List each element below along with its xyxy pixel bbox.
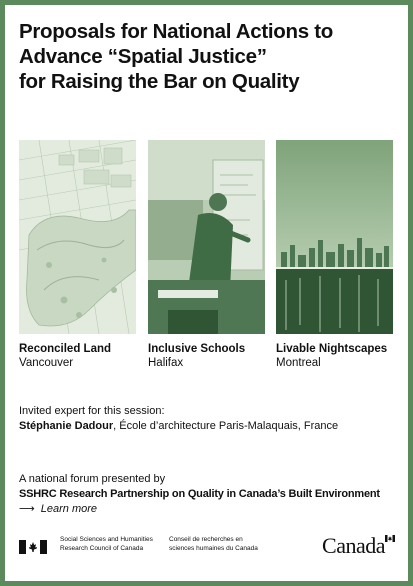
panel-caption-inclusive-schools: Inclusive Schools Halifax — [148, 343, 246, 369]
canada-wordmark: Canada — [322, 533, 385, 558]
panel-caption-reconciled-land: Reconciled Land Vancouver — [19, 343, 112, 369]
learn-more-link[interactable]: Learn more — [40, 503, 98, 515]
reconciled-land-image — [19, 140, 136, 334]
forum-info — [19, 472, 404, 517]
panel-caption-livable-nightscapes: Livable Nightscapes Montreal — [276, 343, 388, 369]
partnership-name: SSHRC Research Partnership on Quality in Canada’s Built Environment — [19, 488, 380, 500]
invited-expert — [19, 404, 399, 434]
sshrc-name-en: Social Sciences and Humanities Research Council of Canada — [60, 536, 153, 552]
livable-nightscapes-image — [276, 140, 393, 334]
sshrc-name-fr: Conseil de recherches en sciences humaines du Canada — [169, 536, 258, 552]
invited-expert-label: Invited expert for this session: — [19, 405, 165, 417]
inclusive-schools-image — [148, 140, 265, 334]
arrow-right-icon: ⟶ — [19, 503, 35, 515]
wordmark-flag-icon — [385, 535, 395, 542]
poster — [5, 5, 408, 581]
expert-name: Stéphanie Dadour — [19, 420, 114, 432]
expert-affiliation: , École d’architecture Paris-Malaquais, France — [113, 420, 339, 432]
footer — [19, 535, 399, 563]
forum-intro: A national forum presented by — [19, 473, 166, 485]
canada-flag-icon — [19, 540, 47, 554]
poster-title: Proposals for National Actions to Advance “Spatial Justice” for Raising the Bar on Quality — [19, 20, 333, 93]
